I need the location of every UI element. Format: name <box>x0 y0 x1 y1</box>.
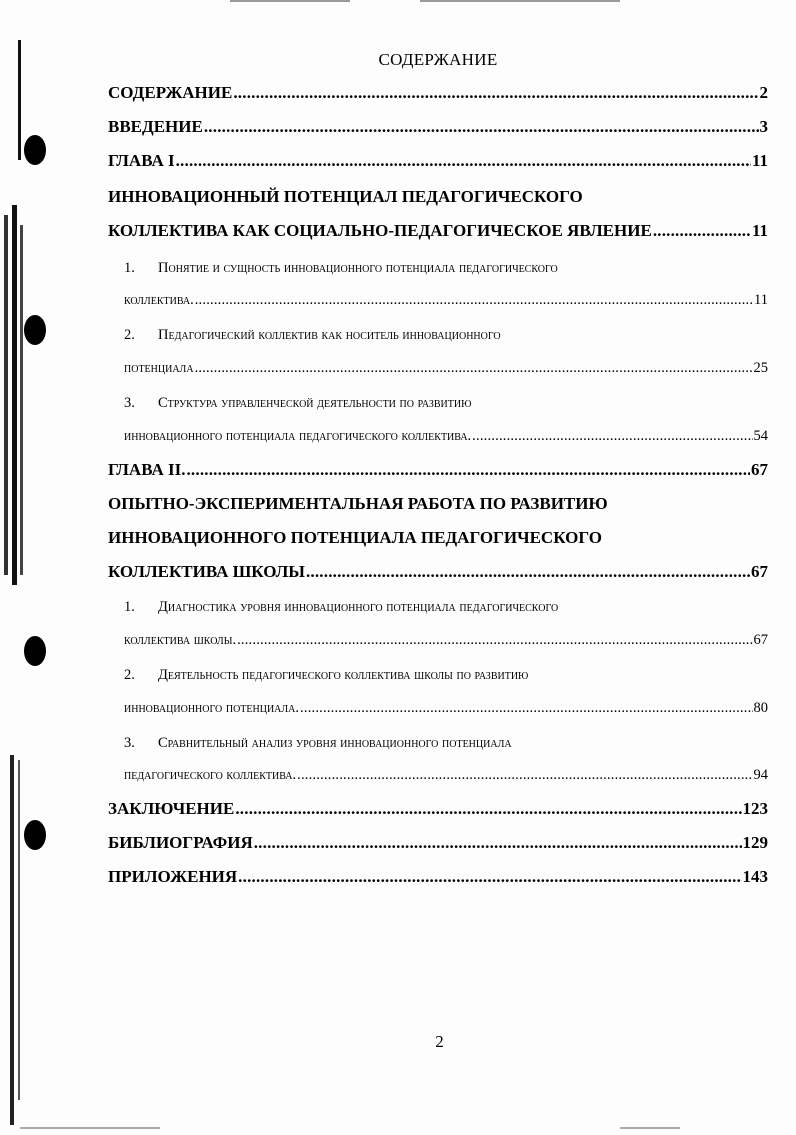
toc-subentry-page: 80 <box>753 700 768 716</box>
toc-subentry-page: 54 <box>753 428 768 444</box>
dot-leader <box>195 360 753 377</box>
toc-subentry-title-line <box>124 395 471 412</box>
toc-subentry-page: 11 <box>754 292 768 308</box>
toc-subentry-page: 67 <box>753 632 768 648</box>
toc-subentry-number: 2. <box>124 327 135 343</box>
toc-subentry[interactable] <box>124 292 768 309</box>
page-number: 2 <box>435 1032 444 1051</box>
toc-subentry-number: 1. <box>124 260 135 276</box>
toc-subentry-title: Педагогический коллектив как носитель инновационного <box>158 327 501 343</box>
toc-entry[interactable] <box>108 221 768 241</box>
toc-entry-title: ПРИЛОЖЕНИЯ <box>108 867 238 886</box>
dot-leader <box>306 562 750 582</box>
toc-entry[interactable] <box>108 117 768 137</box>
dot-leader <box>204 117 759 137</box>
toc-entry-title: СОДЕРЖАНИЕ <box>108 83 233 102</box>
scan-artifact <box>20 1127 160 1129</box>
dot-leader <box>238 867 741 887</box>
dot-leader <box>186 460 750 480</box>
toc-entry[interactable] <box>108 799 768 819</box>
toc-subentry[interactable] <box>124 428 768 445</box>
toc-entry-page: 2 <box>759 83 768 102</box>
dot-leader <box>653 221 751 241</box>
toc-subentry-title-line <box>124 327 501 344</box>
toc-entry-page: 143 <box>742 867 768 886</box>
toc-subentry-title-line <box>124 260 558 277</box>
dot-leader <box>254 833 742 853</box>
toc-entry-page: 67 <box>751 562 768 581</box>
page-title: СОДЕРЖАНИЕ <box>378 50 498 69</box>
toc-entry-title: ЗАКЛЮЧЕНИЕ <box>108 799 235 818</box>
toc-entry[interactable] <box>108 83 768 103</box>
dot-leader <box>235 799 741 819</box>
dot-leader <box>176 151 751 171</box>
toc-subentry-title: педагогического коллектива. <box>124 767 297 783</box>
scan-artifact <box>230 0 350 2</box>
dot-leader <box>233 83 758 103</box>
toc-subentry-number: 3. <box>124 735 135 751</box>
toc-entry-page: 123 <box>742 799 768 818</box>
toc-entry-title: КОЛЛЕКТИВА КАК СОЦИАЛЬНО-ПЕДАГОГИЧЕСКОЕ ЯВЛЕНИЕ <box>108 221 652 240</box>
toc-subentry-title-line <box>124 735 512 752</box>
toc-entry-title-line: ИННОВАЦИОННОГО ПОТЕНЦИАЛА ПЕДАГОГИЧЕСКОГО <box>108 528 602 547</box>
toc-entry[interactable] <box>108 867 768 887</box>
toc-subentry-number: 2. <box>124 667 135 683</box>
toc-subentry-title: Деятельность педагогического коллектива школы по развитию <box>158 667 529 683</box>
toc-subentry-title: коллектива школы. <box>124 632 237 648</box>
toc-entry-page: 3 <box>759 117 768 136</box>
toc-subentry[interactable] <box>124 360 768 377</box>
dot-leader <box>195 292 753 309</box>
toc-entry-title: КОЛЛЕКТИВА ШКОЛЫ <box>108 562 305 581</box>
toc-subentry-title-line <box>124 667 528 684</box>
toc-subentry-title: Понятие и сущность инновационного потенциала педагогического <box>158 260 558 276</box>
toc-subentry-title: Структура управленческой деятельности по развитию <box>158 395 472 411</box>
toc-entry-title: БИБЛИОГРАФИЯ <box>108 833 253 852</box>
toc-entry-page: 129 <box>742 833 768 852</box>
scan-artifact <box>620 1127 680 1129</box>
toc-subentry-title: Сравнительный анализ уровня инновационного потенциала <box>158 735 512 751</box>
toc-entry-title: ВВЕДЕНИЕ <box>108 117 203 136</box>
toc-entry[interactable] <box>108 833 768 853</box>
toc-subentry[interactable] <box>124 700 768 717</box>
toc-subentry-title: инновационного потенциала. <box>124 700 300 716</box>
dot-leader <box>300 700 752 717</box>
toc-entry-page: 11 <box>751 221 768 240</box>
scan-binding-edge <box>0 0 60 1135</box>
toc-entry[interactable] <box>108 460 768 480</box>
dot-leader <box>472 428 752 445</box>
toc-entry-title: ГЛАВА I <box>108 151 175 170</box>
toc-subentry-title: Диагностика уровня инновационного потенциала педагогического <box>158 599 559 615</box>
toc-subentry-title-line <box>124 599 558 616</box>
toc-subentry-title: потенциала <box>124 360 194 376</box>
toc-subentry-number: 3. <box>124 395 135 411</box>
toc-subentry-number: 1. <box>124 599 135 615</box>
toc-subentry-title: коллектива. <box>124 292 194 308</box>
toc-entry[interactable] <box>108 562 768 582</box>
toc-subentry-page: 94 <box>753 767 768 783</box>
toc-entry-title: ГЛАВА II. <box>108 460 186 479</box>
toc-subentry[interactable] <box>124 767 768 784</box>
toc-subentry-title: инновационного потенциала педагогического коллектива. <box>124 428 472 444</box>
scan-artifact <box>420 0 620 2</box>
dot-leader <box>237 632 752 649</box>
toc-subentry-page: 25 <box>753 360 768 376</box>
toc-entry[interactable] <box>108 151 768 171</box>
toc-entry-title-line: ОПЫТНО-ЭКСПЕРИМЕНТАЛЬНАЯ РАБОТА ПО РАЗВИТИЮ <box>108 494 608 513</box>
toc-entry-page: 67 <box>751 460 768 479</box>
dot-leader <box>297 767 752 784</box>
toc-entry-title-line: ИННОВАЦИОННЫЙ ПОТЕНЦИАЛ ПЕДАГОГИЧЕСКОГО <box>108 187 583 206</box>
toc-entry-page: 11 <box>751 151 768 170</box>
toc-subentry[interactable] <box>124 632 768 649</box>
